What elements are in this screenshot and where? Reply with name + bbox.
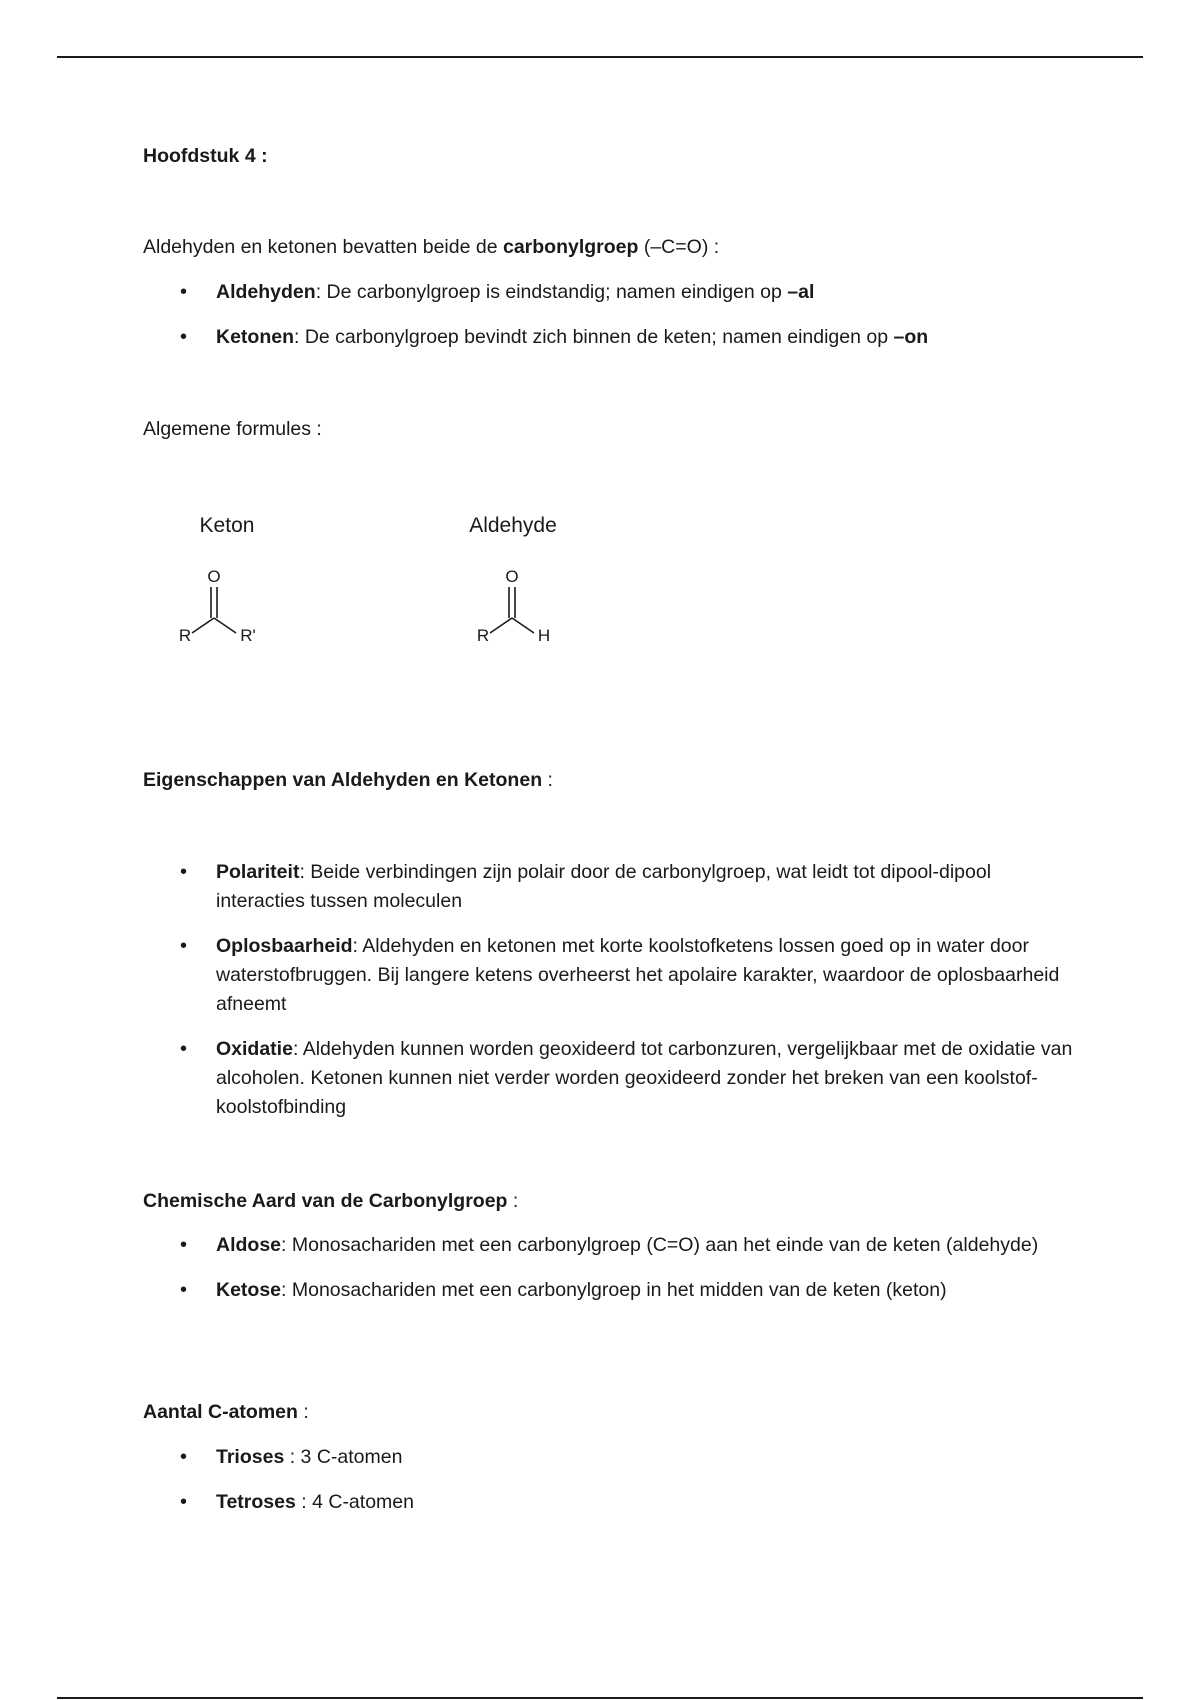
list-item: • Oplosbaarheid: Aldehyden en ketonen met korte koolstofketens lossen goed op in water door waterstofbruggen. Bij langere ketens overheerst het apolaire karakter, waardoor de oplosbaarheid afneemt <box>143 932 1073 1019</box>
aldehyde-structure <box>463 505 583 655</box>
keton-left-bond <box>192 618 214 633</box>
properties-heading: Eigenschappen van Aldehyden en Ketonen : <box>143 769 553 791</box>
type-list <box>143 278 1073 352</box>
list-item: • Trioses : 3 C-atomen <box>143 1443 1073 1472</box>
chemical-nature-heading: Chemische Aard van de Carbonylgroep : <box>143 1190 519 1212</box>
keton-oxygen-label: O <box>207 567 221 586</box>
aldehyde-left-label: R <box>476 626 490 645</box>
list-item: • Ketonen: De carbonylgroep bevindt zich binnen de keten; namen eindigen op –on <box>143 323 1073 352</box>
list-item: • Polariteit: Beide verbindingen zijn polair door de carbonylgroep, wat leidt tot dipool-dipool interacties tussen moleculen <box>143 858 1073 916</box>
carbon-count-list <box>143 1443 1073 1517</box>
aldehyde-title: Aldehyde <box>469 514 557 537</box>
formulas-label: Algemene formules : <box>143 418 322 440</box>
aldehyde-oxygen-label: O <box>505 567 519 586</box>
list-item: • Tetroses : 4 C-atomen <box>143 1488 1073 1517</box>
chapter-heading: Hoofdstuk 4 : <box>143 145 268 167</box>
aldehyde-right-label: H <box>537 626 551 645</box>
keton-title: Keton <box>199 514 255 537</box>
keton-left-label: R <box>178 626 192 645</box>
top-rule <box>57 56 1143 58</box>
list-item: • Aldehyden: De carbonylgroep is eindstandig; namen eindigen op –al <box>143 278 1073 307</box>
aldehyde-left-bond <box>490 618 512 633</box>
properties-list <box>143 858 1073 1122</box>
keton-structure <box>165 505 285 655</box>
list-item: • Ketose: Monosachariden met een carbonylgroep in het midden van de keten (keton) <box>143 1276 1073 1305</box>
keton-right-label: R' <box>240 626 256 645</box>
bottom-rule <box>57 1697 1143 1699</box>
aldehyde-right-bond <box>512 618 534 633</box>
carbon-count-heading: Aantal C-atomen : <box>143 1401 309 1423</box>
keton-right-bond <box>214 618 236 633</box>
list-item: • Oxidatie: Aldehyden kunnen worden geoxideerd tot carbonzuren, vergelijkbaar met de oxidatie van alcoholen. Ketonen kunnen niet verder worden geoxideerd zonder het breken van een koolstof-koolstofbinding <box>143 1035 1073 1122</box>
list-item: • Aldose: Monosachariden met een carbonylgroep (C=O) aan het einde van de keten (aldehyde) <box>143 1231 1073 1260</box>
intro-paragraph: Aldehyden en ketonen bevatten beide de carbonylgroep (–C=O) : <box>143 236 720 258</box>
chemical-nature-list <box>143 1231 1073 1305</box>
